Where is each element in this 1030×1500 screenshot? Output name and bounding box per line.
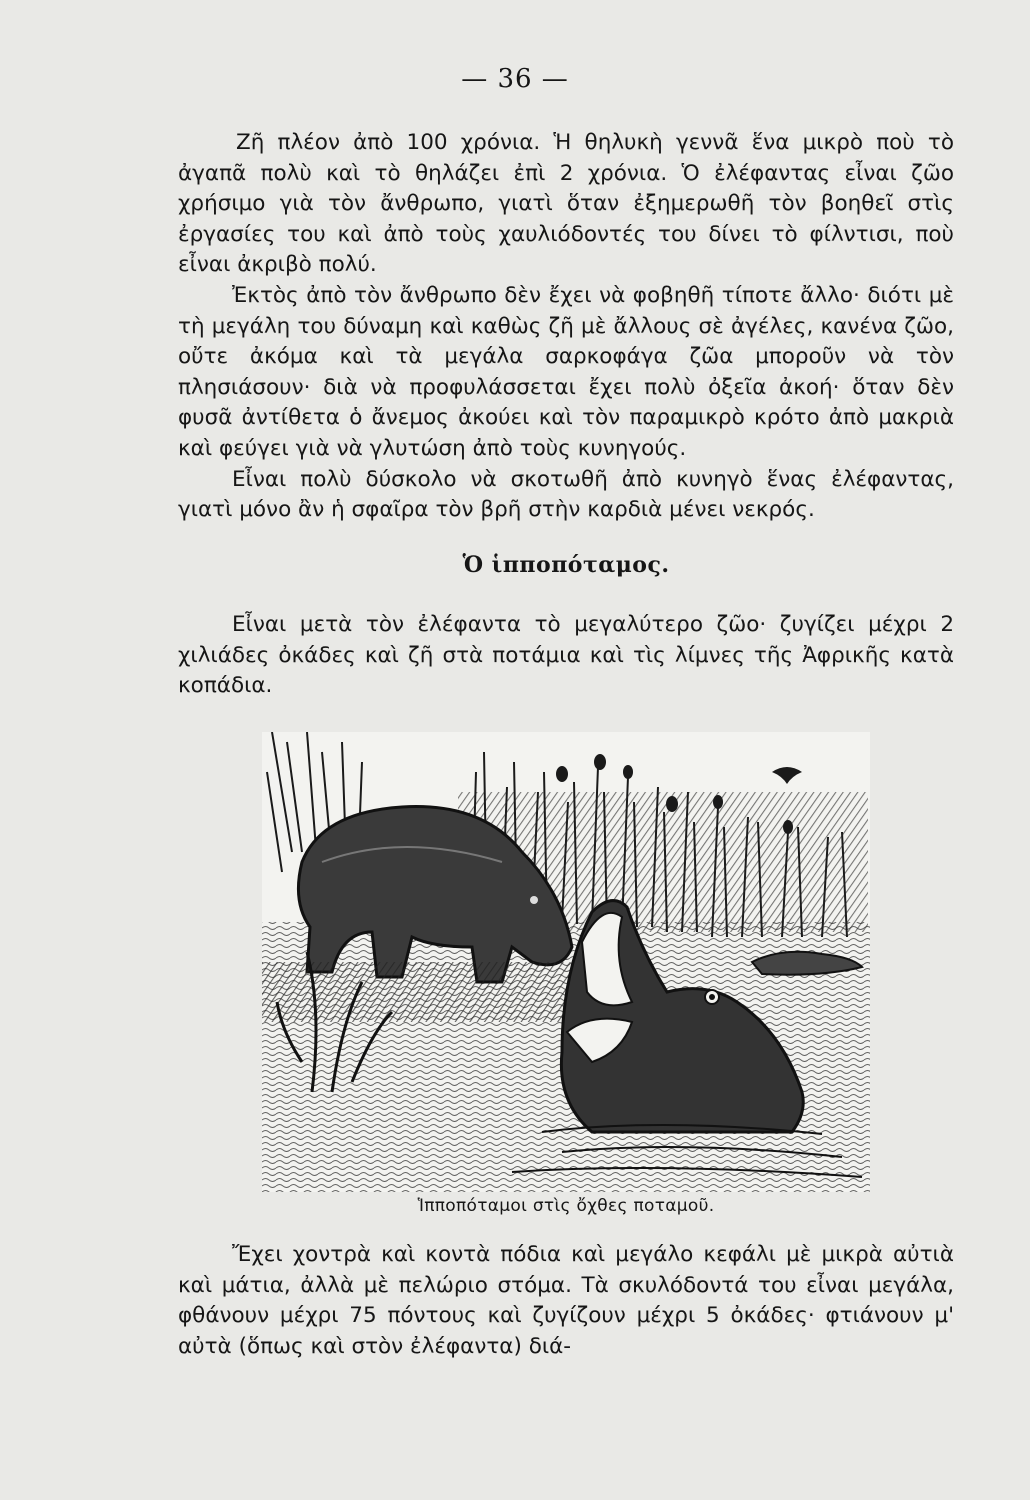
text-block-bottom bbox=[178, 1240, 954, 1362]
page-number: — 36 — bbox=[461, 64, 569, 94]
hippo-illustration bbox=[262, 732, 870, 1192]
paragraph-elephant-lifespan: Ζῆ πλέον ἀπὸ 100 χρόνια. Ἡ θηλυκὴ γεννᾶ ἕνα μικρὸ ποὺ τὸ ἀγαπᾶ πολὺ καὶ τὸ θηλάζει ἐπὶ 2 χρόνια. Ὁ ἐλέφαντας εἶναι ζῶο χρήσιμο γιὰ τὸν ἄνθρωπο, γιατὶ ὅταν ἐξημερωθῆ τὸν βοηθεῖ στὶς ἐργασίες του καὶ ἀπὸ τοὺς χαυλιόδοντές του δίνει τὸ φίλντισι, ποὺ εἶναι ἀκριβὸ πολύ. bbox=[178, 130, 954, 278]
paragraph-hippo-intro: Εἶναι μετὰ τὸν ἐλέφαντα τὸ μεγαλύτερο ζῶο· ζυγίζει μέχρι 2 χιλιάδες ὀκάδες καὶ ζῆ στὰ ποτάμια καὶ τὶς λίμνες τῆς Ἀφρικῆς κατὰ κοπάδια. bbox=[178, 612, 954, 699]
paragraph-elephant-hearing: Ἐκτὸς ἀπὸ τὸν ἄνθρωπο δὲν ἔχει νὰ φοβηθῆ τίποτε ἄλλο· διότι μὲ τὴ μεγάλη του δύναμη καὶ καθὼς ζῆ μὲ ἄλλους σὲ ἀγέλες, κανένα ζῶο, οὔτε ἀκόμα καὶ τὰ μεγάλα σαρκοφάγα ζῶα μποροῦν νὰ τὸν πλησιάσουν· διὰ νὰ προφυλάσσεται ἔχει πολὺ ὀξεῖα ἀκοή· ὅταν δὲν φυσᾶ ἀντίθετα ὁ ἄνεμος ἀκούει καὶ τὸν παραμικρὸ κρότο ἀπὸ μακριὰ καὶ φεύγει γιὰ νὰ γλυτώση ἀπὸ τοὺς κυνηγούς. bbox=[178, 282, 954, 461]
hippo-engraving bbox=[262, 732, 870, 1192]
text-block-top bbox=[178, 128, 954, 526]
figure-caption: Ἱπποπόταμοι στὶς ὄχθες ποταμοῦ. bbox=[417, 1196, 715, 1216]
paragraph-hippo-description: Ἔχει χοντρὰ καὶ κοντὰ πόδια καὶ μεγάλο κεφάλι μὲ μικρὰ αὐτιὰ καὶ μάτια, ἀλλὰ μὲ πελώριο στόμα. Τὰ σκυλόδοντά του εἶναι μεγάλα, φθάνουν μέχρι 75 πόντους καὶ ζυγίζουν μέχρι 5 ὀκάδες· φτιάνουν μ' αὐτὰ (ὅπως καὶ στὸν ἐλέφαντα) διά- bbox=[178, 1242, 954, 1359]
paragraph-elephant-hunting: Εἶναι πολὺ δύσκολο νὰ σκοτωθῆ ἀπὸ κυνηγὸ ἕνας ἐλέφαντας, γιατὶ μόνο ἂν ἡ σφαῖρα τὸν βρῆ στὴν καρδιὰ μένει νεκρός. bbox=[178, 466, 954, 523]
text-block-hippo bbox=[178, 610, 954, 702]
section-heading: Ὁ ἱπποπόταμος. bbox=[462, 552, 670, 578]
